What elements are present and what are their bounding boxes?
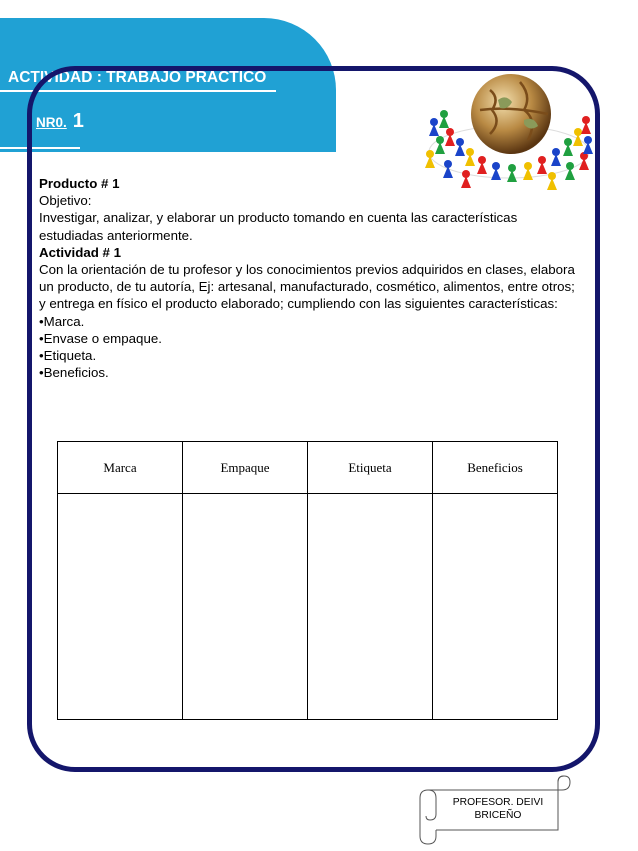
producto-heading: Producto # 1 (39, 176, 120, 191)
table-row (58, 494, 558, 720)
bullet-item: •Envase o empaque. (39, 330, 162, 346)
table-cell-beneficios (433, 494, 558, 720)
bullet-item: •Beneficios. (39, 365, 109, 381)
column-header-beneficios: Beneficios (433, 442, 558, 494)
globe-with-figures-icon (420, 70, 598, 192)
bullet-item: •Etiqueta. (39, 348, 97, 364)
activity-number-value: 1 (72, 110, 84, 132)
activity-description (39, 175, 584, 381)
teacher-signature (442, 796, 554, 822)
column-header-etiqueta: Etiqueta (308, 442, 433, 494)
actividad-heading: Actividad # 1 (39, 244, 122, 260)
table-header-row (58, 442, 558, 494)
page-title: ACTIVIDAD : TRABAJO PRACTICO (8, 69, 267, 86)
table-cell-marca (58, 494, 183, 720)
column-header-marca: Marca (58, 442, 183, 494)
teacher-signature-line2: BRICEÑO (474, 810, 522, 821)
teacher-signature-line1: PROFESOR. DEIVI (452, 797, 544, 808)
activity-number-label: NR0. (36, 115, 67, 130)
objetivo-text: Investigar, analizar, y elaborar un producto tomando en cuenta las características estudiadas anteriormente. (39, 210, 518, 243)
column-header-empaque: Empaque (183, 442, 308, 494)
table-cell-etiqueta (308, 494, 433, 720)
actividad-text: Con la orientación de tu profesor y los conocimientos previos adquiridos en clases, elabora un producto, de tu autoría, Ej: artesanal, manufacturado, cosmético, alimentos, entre otros; y entrega en físico el producto elaborado; cumpliendo con las siguientes características: (39, 262, 575, 312)
table-cell-empaque (183, 494, 308, 720)
characteristics-table (57, 441, 558, 720)
bullet-item: •Marca. (39, 313, 85, 329)
objetivo-label: Objetivo: (39, 193, 92, 209)
